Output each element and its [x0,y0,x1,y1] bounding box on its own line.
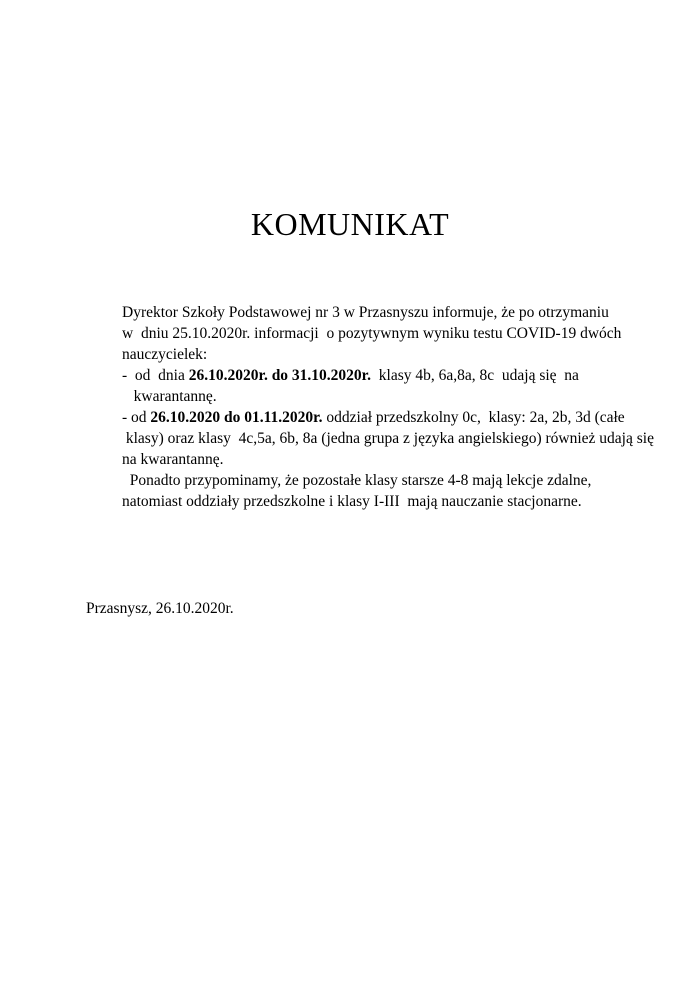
body-line-5: kwarantannę. [122,388,217,405]
body-line-1: Dyrektor Szkoły Podstawowej nr 3 w Przasnyszu informuje, że po otrzymaniu [122,304,609,321]
body-line-4-prefix: - od dnia [122,367,189,384]
body-line-6 [122,407,625,428]
body-line-4 [122,365,622,386]
body-line-2: w dniu 25.10.2020r. informacji o pozytywnym wyniku testu COVID-19 dwóch [122,325,622,342]
page-title: KOMUNIKAT [250,206,450,242]
announcement-body [122,302,654,512]
place-date-line: Przasnysz, 26.10.2020r. [86,600,234,617]
body-line-4-suffix: klasy 4b, 6a,8a, 8c udają się na [371,367,579,384]
body-line-6-suffix: oddział przedszkolny 0c, klasy: 2a, 2b, 3d (całe [322,409,625,426]
body-line-6-prefix: - od [122,409,151,426]
body-line-7: klasy) oraz klasy 4c,5a, 6b, 8a (jedna grupa z języka angielskiego) również udają się [122,430,654,447]
quarantine-period-1: 26.10.2020r. do 31.10.2020r. [188,367,372,384]
body-line-9: Ponadto przypominamy, że pozostałe klasy starsze 4-8 mają lekcje zdalne, [122,472,592,489]
body-line-8: na kwarantannę. [122,451,224,468]
quarantine-period-2: 26.10.2020 do 01.11.2020r. [150,409,323,426]
body-line-3: nauczycielek: [122,346,208,363]
body-line-10: natomiast oddziały przedszkolne i klasy I-III mają nauczanie stacjonarne. [122,493,582,510]
